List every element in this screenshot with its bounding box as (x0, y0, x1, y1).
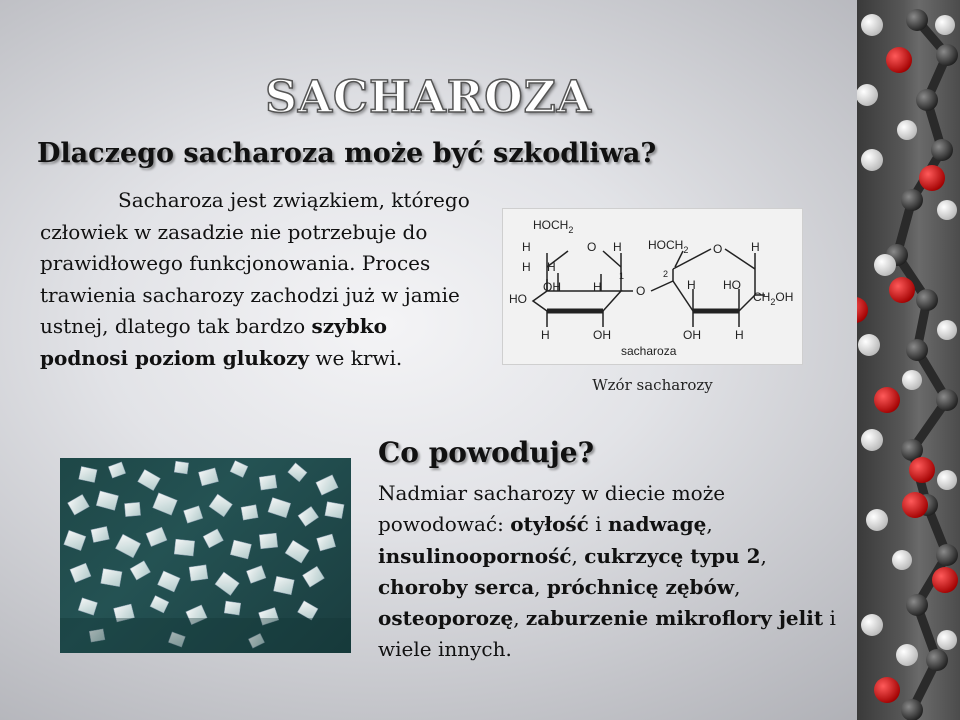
effects-text: , (734, 574, 741, 599)
svg-text:H: H (687, 278, 696, 292)
formula-ring2-ch2: $HOCH_2$ (648, 238, 689, 255)
effect-overweight: nadwagę (607, 512, 707, 537)
svg-text:H: H (735, 328, 744, 342)
effect-insulin-resistance: insulinooporność (378, 543, 572, 568)
svg-text:OH: OH (683, 328, 701, 342)
svg-text:O: O (587, 240, 597, 254)
svg-text:OH: OH (543, 280, 561, 294)
effect-osteoporosis: osteoporozę (378, 606, 514, 631)
svg-text:H: H (613, 240, 622, 254)
effects-text: , (513, 606, 526, 631)
svg-text:HO: HO (509, 292, 527, 306)
effect-obesity: otyłość (510, 512, 589, 537)
effect-diabetes: cukrzycę typu 2 (584, 543, 761, 568)
svg-text:H: H (522, 260, 531, 274)
intro-text-1: Sacharoza jest związkiem, którego człowiek w zasadzie nie potrzebuje do prawidłowego funkcjonowania. Proces trawienia sacharozy zachodzi już w jamie ustnej, dlatego tak bardzo (40, 188, 470, 338)
svg-text:H: H (547, 260, 556, 274)
slide-title: SACHAROZA (265, 72, 592, 123)
effects-heading: Co powoduje? (378, 436, 595, 469)
svg-text:HO: HO (723, 278, 741, 292)
formula-name: sacharoza (621, 344, 677, 358)
svg-text:1: 1 (619, 271, 625, 281)
svg-text:2: 2 (663, 269, 669, 279)
intro-text-2: we krwi. (309, 345, 403, 370)
effects-text: i wiele innych. (378, 606, 836, 662)
svg-text:O: O (713, 242, 723, 256)
effects-text: , (571, 543, 585, 568)
svg-text:H: H (541, 328, 550, 342)
svg-text:H: H (593, 280, 602, 294)
molecule-model-decoration (857, 0, 960, 720)
formula-ring1-ch2: $HOCH_2$ (533, 218, 574, 235)
formula-ch2oh: $CH_2OH$ (753, 290, 794, 307)
svg-text:O: O (636, 284, 646, 298)
intro-bold: szybko podnosi poziom glukozy (40, 314, 387, 370)
effect-microflora: zaburzenie mikroflory jelit (525, 606, 824, 631)
intro-paragraph (40, 185, 480, 374)
sugar-crystals-photo (60, 458, 351, 653)
slide-subtitle: Dlaczego sacharoza może być szkodliwa? (37, 138, 657, 169)
formula-labels (509, 218, 793, 358)
effects-text: Nadmiar sacharozy w diecie może powodować: (378, 481, 726, 537)
effects-paragraph (378, 478, 838, 666)
effects-text: , (534, 574, 547, 599)
effect-caries: próchnicę zębów (546, 574, 735, 599)
effects-text: , (706, 512, 713, 537)
effect-heart-disease: choroby serca (378, 574, 535, 599)
svg-text:H: H (751, 240, 760, 254)
svg-text:OH: OH (593, 328, 611, 342)
svg-text:H: H (522, 240, 531, 254)
formula-caption: Wzór sacharozy (592, 376, 713, 394)
sucrose-structural-formula (502, 208, 803, 365)
effects-text: i (588, 512, 608, 537)
effects-text: , (760, 543, 767, 568)
